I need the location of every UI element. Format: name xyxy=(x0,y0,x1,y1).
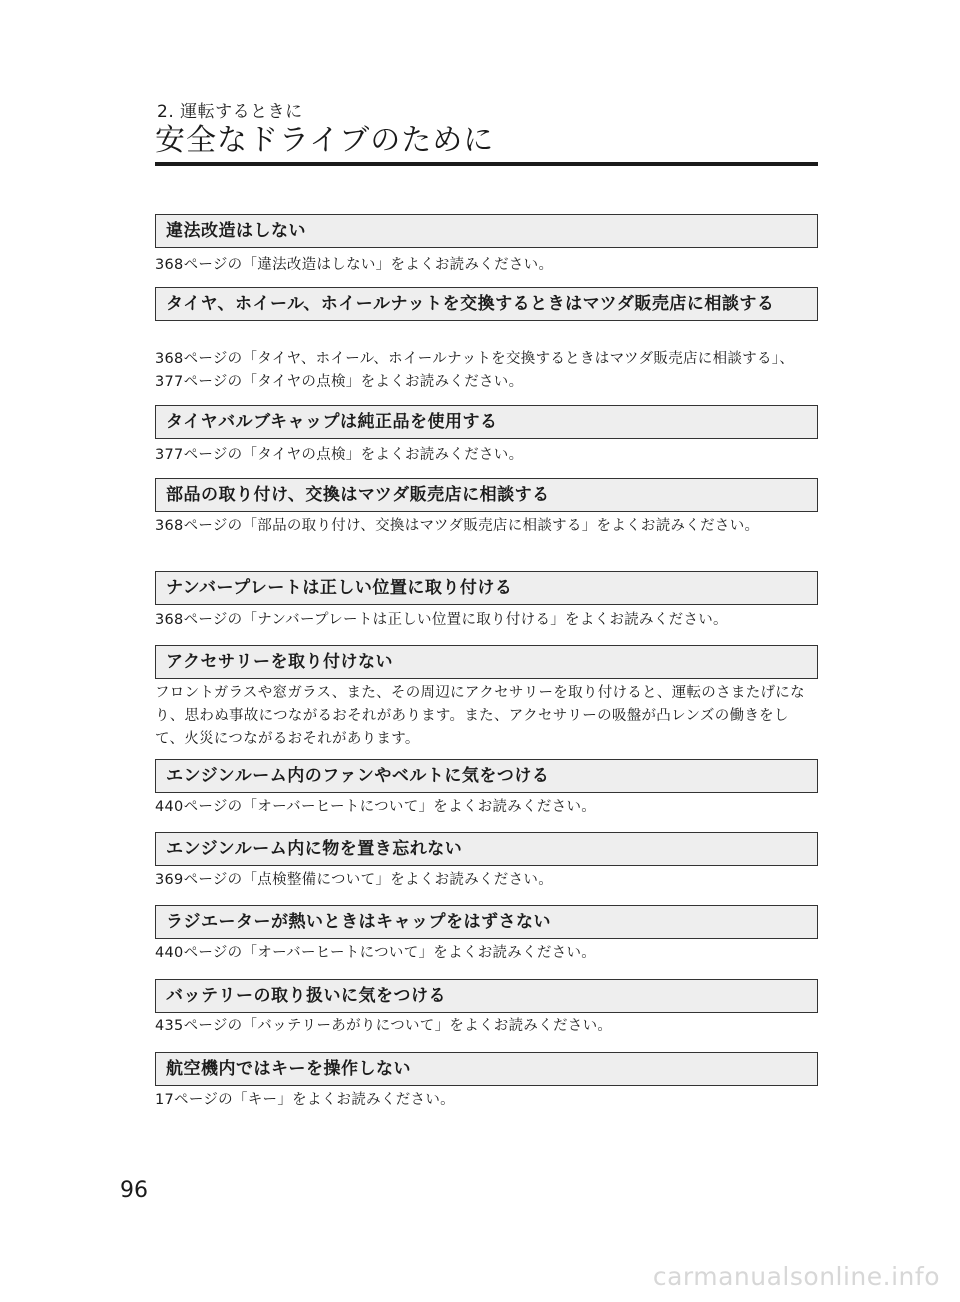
section-heading: エンジンルーム内のファンやベルトに気をつける xyxy=(155,759,818,793)
section-body: 369ページの「点検整備について」をよくお読みください。 xyxy=(155,872,553,888)
page-title: 安全なドライブのために xyxy=(155,123,495,158)
section-heading: エンジンルーム内に物を置き忘れない xyxy=(155,832,818,866)
section-heading: アクセサリーを取り付けない xyxy=(155,645,818,679)
section-body: 368ページの「タイヤ、ホイール、ホイールナットを交換するときはマツダ販売店に相談する」、377ページの「タイヤの点検」をよくお読みください。 xyxy=(155,351,795,390)
title-divider xyxy=(155,162,818,166)
section-body: 435ページの「バッテリーあがりについて」をよくお読みください。 xyxy=(155,1018,613,1034)
section-heading: 違法改造はしない xyxy=(155,214,818,248)
page-number: 96 xyxy=(120,1178,148,1203)
section-heading: タイヤ、ホイール、ホイールナットを交換するときはマツダ販売店に相談する xyxy=(155,287,818,321)
watermark: carmanualsonline.info xyxy=(652,1262,940,1291)
section-body: 440ページの「オーバーヒートについて」をよくお読みください。 xyxy=(155,945,597,961)
section-body: 368ページの「違法改造はしない」をよくお読みください。 xyxy=(155,257,554,273)
section-heading: タイヤバルブキャップは純正品を使用する xyxy=(155,405,818,439)
section-body: 17ページの「キー」をよくお読みください。 xyxy=(155,1092,455,1108)
section-heading: ナンバープレートは正しい位置に取り付ける xyxy=(155,571,818,605)
section-body: 377ページの「タイヤの点検」をよくお読みください。 xyxy=(155,447,524,463)
section-heading: ラジエーターが熱いときはキャップをはずさない xyxy=(155,905,818,939)
section-heading: 部品の取り付け、交換はマツダ販売店に相談する xyxy=(155,478,818,512)
section-body: 368ページの「部品の取り付け、交換はマツダ販売店に相談する」をよくお読みください。 xyxy=(155,518,760,534)
section-body: フロントガラスや窓ガラス、また、その周辺にアクセサリーを取り付けると、運転のさまたげになり、思わぬ事故につながるおそれがあります。また、アクセサリーの吸盤が凸レンズの働きをして、火災につながるおそれがあります。 xyxy=(155,685,805,747)
section-heading: バッテリーの取り扱いに気をつける xyxy=(155,979,818,1013)
section-body: 368ページの「ナンバープレートは正しい位置に取り付ける」をよくお読みください。 xyxy=(155,612,728,628)
section-heading: 航空機内ではキーを操作しない xyxy=(155,1052,818,1086)
chapter-label: 2. 運転するときに xyxy=(157,102,303,122)
section-body: 440ページの「オーバーヒートについて」をよくお読みください。 xyxy=(155,799,597,815)
